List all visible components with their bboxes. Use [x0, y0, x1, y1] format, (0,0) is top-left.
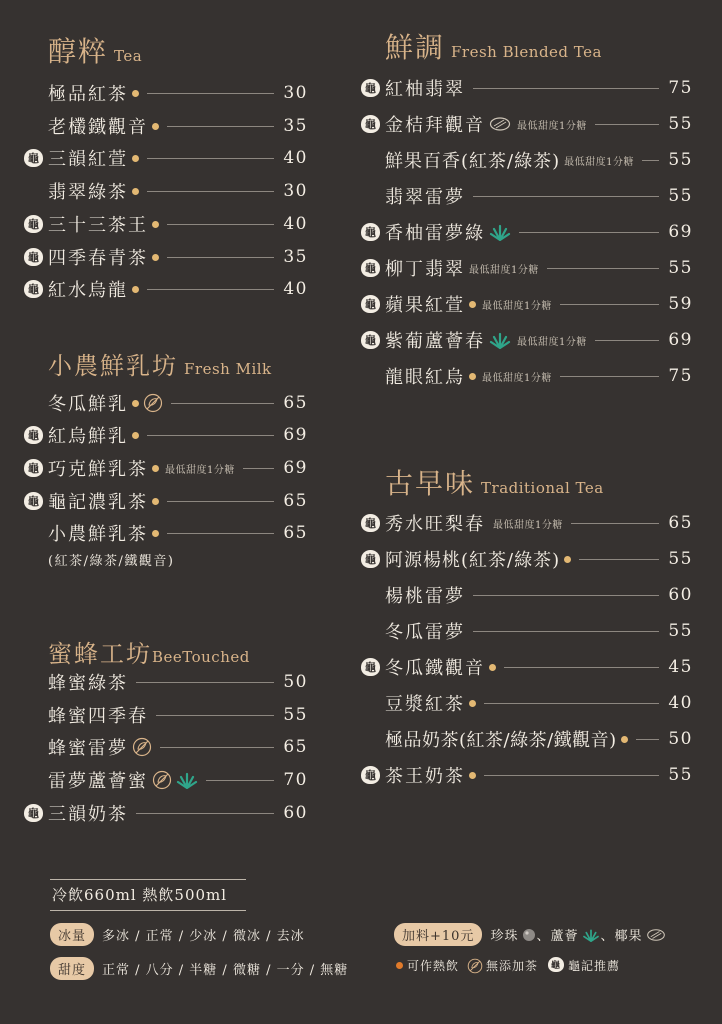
leader-line [473, 631, 659, 632]
item-name: 翡翠綠茶 [48, 182, 128, 203]
item-price: 75 [668, 78, 693, 98]
leader-line [147, 158, 274, 159]
leader-line [560, 376, 659, 377]
no-tea-added-icon [152, 770, 172, 790]
leader-line [167, 224, 274, 225]
section-title-en: Traditional Tea [481, 479, 604, 497]
item-name: 三韻奶茶 [48, 804, 128, 825]
turtle-recommend-icon: 龜 [24, 280, 43, 298]
hot-available-dot-icon [132, 286, 139, 293]
sugar-options: 正常 / 八分 / 半糖 / 微糖 / 一分 / 無糖 [102, 963, 349, 978]
item-name: 紅柚翡翠 [385, 79, 465, 100]
item-price: 30 [283, 83, 308, 103]
ice-options-row [50, 923, 305, 946]
item-price: 55 [668, 114, 693, 134]
menu-item[interactable] [48, 704, 308, 726]
item-price: 55 [668, 549, 693, 569]
item-note: 最低甜度1分糖 [482, 300, 552, 312]
turtle-recommend-icon: 龜 [361, 259, 380, 277]
menu-item[interactable] [48, 82, 308, 104]
leader-line [636, 739, 659, 740]
turtle-recommend-icon: 龜 [24, 149, 43, 167]
item-price: 69 [283, 458, 308, 478]
sugar-options-row [50, 957, 348, 980]
item-price: 50 [283, 672, 308, 692]
item-name: 龍眼紅烏 [385, 367, 465, 388]
turtle-recommend-icon [548, 958, 566, 974]
hot-available-dot-icon [396, 962, 403, 969]
item-name: 冬瓜鐵觀音 [385, 658, 485, 679]
turtle-recommend-icon: 龜 [24, 248, 43, 266]
item-price: 40 [283, 148, 308, 168]
item-name: 紅水烏龍 [48, 280, 128, 301]
item-subnote: (紅茶/綠茶/鐵觀音) [48, 554, 175, 569]
item-note: 最低甜度1分糖 [517, 120, 587, 132]
menu-item[interactable] [48, 671, 308, 693]
menu-item[interactable] [28, 147, 308, 170]
item-name: 四季春青茶 [48, 248, 148, 269]
item-price: 69 [668, 222, 693, 242]
item-name: 冬瓜雷夢 [385, 622, 465, 643]
item-price: 69 [668, 330, 693, 350]
coconut-jelly-icon [646, 928, 666, 942]
item-name: 蘋果紅萱 [385, 295, 465, 316]
item-name: 楊桃雷夢 [385, 586, 465, 607]
turtle-recommend-icon: 龜 [361, 295, 380, 313]
item-name: 小農鮮乳茶 [48, 524, 148, 545]
turtle-recommend-icon: 龜 [24, 804, 43, 822]
hot-available-dot-icon [621, 736, 628, 743]
leader-line [147, 289, 274, 290]
item-price: 75 [668, 366, 693, 386]
hot-available-dot-icon [469, 373, 476, 380]
item-price: 70 [283, 770, 308, 790]
menu-item[interactable] [365, 77, 693, 100]
item-name: 三韻紅萱 [48, 149, 128, 170]
item-price: 65 [283, 393, 308, 413]
legend-no-tea: 無添加茶 [486, 959, 539, 973]
item-note: 最低甜度1分糖 [564, 156, 634, 168]
section-title-zh: 蜜蜂工坊 [48, 640, 152, 668]
item-price: 55 [668, 765, 693, 785]
item-name: 阿源楊桃(紅茶/綠茶) [385, 550, 561, 571]
menu-item[interactable] [385, 692, 693, 714]
item-price: 55 [283, 705, 308, 725]
hot-available-dot-icon [564, 556, 571, 563]
aloe-icon [489, 331, 511, 349]
item-price: 65 [283, 491, 308, 511]
item-name: 金桔拜觀音 [385, 115, 485, 136]
leader-line [243, 468, 274, 469]
section-title-tea [48, 30, 142, 70]
menu-item[interactable] [48, 769, 308, 791]
item-name: 雷夢蘆薈蜜 [48, 771, 148, 792]
divider [50, 879, 246, 880]
menu-item[interactable] [48, 180, 308, 202]
item-price: 55 [668, 150, 693, 170]
leader-line [547, 268, 659, 269]
turtle-recommend-icon: 龜 [361, 79, 380, 97]
ice-label: 冰量 [50, 923, 94, 946]
section-title-en: BeeTouched [152, 648, 250, 666]
item-price: 60 [668, 585, 693, 605]
leader-line [560, 304, 659, 305]
topping-pearl: 珍珠 [490, 929, 519, 944]
item-name: 冬瓜鮮乳 [48, 394, 128, 415]
no-tea-added-icon [143, 393, 163, 413]
section-title-zh: 小農鮮乳坊 [48, 352, 178, 380]
menu-item[interactable] [385, 584, 693, 606]
item-price: 50 [668, 729, 693, 749]
item-name: 茶王奶茶 [385, 766, 465, 787]
topping-row [394, 923, 666, 946]
item-name: 紅烏鮮乳 [48, 426, 128, 447]
item-name: 龜記濃乳茶 [48, 492, 148, 513]
turtle-recommend-icon: 龜 [24, 459, 43, 477]
legend-recommend: 龜記推薦 [568, 959, 621, 973]
turtle-recommend-icon: 龜 [361, 514, 380, 532]
leader-line [571, 523, 659, 524]
topping-coconut: 、椰果 [600, 929, 643, 944]
leader-line [595, 340, 659, 341]
no-tea-added-icon [467, 958, 483, 974]
leader-line [473, 196, 659, 197]
turtle-recommend-icon: 龜 [361, 766, 380, 784]
item-name: 紫葡蘆薈春 [385, 331, 485, 352]
leader-line [519, 232, 659, 233]
section-title-fresh-milk [48, 346, 272, 381]
hot-available-dot-icon [132, 432, 139, 439]
leader-line [167, 533, 274, 534]
item-name: 香柚雷夢綠 [385, 223, 485, 244]
turtle-recommend-icon: 龜 [361, 550, 380, 568]
menu-item[interactable] [28, 424, 308, 447]
item-price: 65 [668, 513, 693, 533]
item-name: 柳丁翡翠 [385, 259, 465, 280]
item-note: 最低甜度1分糖 [493, 519, 563, 531]
section-title-traditional [385, 462, 604, 502]
item-price: 59 [668, 294, 693, 314]
menu-item[interactable] [365, 257, 693, 280]
hot-available-dot-icon [152, 465, 159, 472]
item-note: 最低甜度1分糖 [482, 372, 552, 384]
menu-item[interactable] [365, 548, 693, 571]
turtle-recommend-icon: 龜 [24, 492, 43, 510]
hot-available-dot-icon [152, 498, 159, 505]
legend-hot: 可作熱飲 [407, 959, 460, 973]
ice-options: 多冰 / 正常 / 少冰 / 微冰 / 去冰 [102, 929, 305, 944]
menu-item[interactable] [385, 185, 693, 207]
menu-item[interactable] [28, 213, 308, 236]
item-note: 最低甜度1分糖 [517, 336, 587, 348]
hot-available-dot-icon [469, 700, 476, 707]
item-price: 60 [283, 803, 308, 823]
item-name: 蜂蜜四季春 [48, 706, 148, 727]
legend-row [396, 957, 620, 974]
menu-item[interactable] [385, 620, 693, 642]
hot-available-dot-icon [489, 664, 496, 671]
menu-item[interactable] [365, 113, 693, 136]
item-note: 最低甜度1分糖 [165, 464, 235, 476]
item-price: 35 [283, 116, 308, 136]
item-price: 55 [668, 186, 693, 206]
section-title-zh: 古早味 [385, 467, 476, 500]
section-title-fresh-blended [385, 26, 602, 66]
leader-line [147, 191, 274, 192]
item-price: 30 [283, 181, 308, 201]
menu-item[interactable] [48, 736, 308, 758]
aloe-icon [489, 223, 511, 241]
pearl-icon [522, 928, 536, 942]
menu-item[interactable] [385, 728, 693, 750]
item-name: 蜂蜜雷夢 [48, 738, 128, 759]
coconut-jelly-icon [489, 116, 511, 132]
menu-item[interactable] [365, 656, 693, 679]
item-name: 秀水旺梨春 [385, 514, 485, 535]
leader-line [160, 747, 274, 748]
menu-item[interactable] [48, 392, 308, 414]
hot-available-dot-icon [132, 188, 139, 195]
divider [50, 910, 246, 911]
menu-item[interactable] [28, 278, 308, 301]
hot-available-dot-icon [152, 123, 159, 130]
turtle-recommend-icon: 龜 [24, 426, 43, 444]
no-tea-added-icon [132, 737, 152, 757]
section-title-en: Fresh Milk [184, 360, 272, 378]
item-note: 最低甜度1分糖 [469, 264, 539, 276]
item-name: 鮮果百香(紅茶/綠茶) [385, 151, 561, 172]
item-price: 69 [283, 425, 308, 445]
menu-item[interactable] [385, 365, 693, 387]
menu-item[interactable] [28, 490, 308, 513]
sugar-label: 甜度 [50, 957, 94, 980]
item-price: 65 [283, 523, 308, 543]
item-price: 65 [283, 737, 308, 757]
item-name: 蜂蜜綠茶 [48, 673, 128, 694]
aloe-icon [176, 771, 198, 789]
section-title-en: Tea [114, 47, 143, 65]
turtle-recommend-icon: 龜 [361, 223, 380, 241]
menu-item[interactable] [48, 115, 308, 137]
leader-line [504, 667, 659, 668]
turtle-recommend-glyph: 龜 [548, 957, 564, 972]
item-price: 35 [283, 247, 308, 267]
leader-line [147, 435, 274, 436]
leader-line [147, 93, 274, 94]
turtle-recommend-icon: 龜 [24, 215, 43, 233]
turtle-recommend-icon: 龜 [361, 331, 380, 349]
leader-line [595, 124, 659, 125]
item-name: 極品紅茶 [48, 84, 128, 105]
leader-line [156, 715, 274, 716]
leader-line [642, 160, 659, 161]
item-name: 巧克鮮乳茶 [48, 459, 148, 480]
leader-line [206, 780, 274, 781]
hot-available-dot-icon [152, 254, 159, 261]
leader-line [473, 595, 659, 596]
item-price: 40 [668, 693, 693, 713]
item-name: 翡翠雷夢 [385, 187, 465, 208]
menu-item[interactable] [385, 149, 693, 171]
menu-item[interactable] [48, 522, 308, 544]
item-price: 55 [668, 258, 693, 278]
leader-line [171, 403, 274, 404]
leader-line [473, 88, 659, 89]
hot-available-dot-icon [132, 90, 139, 97]
leader-line [484, 703, 659, 704]
turtle-recommend-icon: 龜 [361, 658, 380, 676]
menu-item[interactable] [28, 802, 308, 825]
hot-available-dot-icon [132, 400, 139, 407]
hot-available-dot-icon [469, 301, 476, 308]
leader-line [167, 126, 274, 127]
item-name: 豆漿紅茶 [385, 694, 465, 715]
menu-item[interactable] [365, 329, 693, 352]
menu-item[interactable] [365, 221, 693, 244]
section-title-zh: 鮮調 [385, 31, 446, 64]
menu-item[interactable] [28, 246, 308, 269]
leader-line [167, 501, 274, 502]
hot-available-dot-icon [152, 221, 159, 228]
item-price: 40 [283, 279, 308, 299]
aloe-icon [582, 928, 600, 942]
leader-line [579, 559, 659, 560]
leader-line [136, 813, 274, 814]
turtle-recommend-icon: 龜 [361, 115, 380, 133]
cup-sizes: 冷飲660ml 熱飲500ml [52, 886, 228, 904]
leader-line [167, 257, 274, 258]
hot-available-dot-icon [152, 530, 159, 537]
topping-aloe: 、蘆薈 [536, 929, 579, 944]
item-name: 三十三茶王 [48, 215, 148, 236]
section-title-zh: 醇粹 [48, 35, 109, 68]
menu-item[interactable] [365, 512, 693, 535]
section-title-en: Fresh Blended Tea [451, 43, 602, 61]
leader-line [136, 682, 274, 683]
item-price: 55 [668, 621, 693, 641]
section-title-bee [48, 634, 250, 669]
leader-line [484, 775, 659, 776]
item-price: 45 [668, 657, 693, 677]
item-price: 40 [283, 214, 308, 234]
hot-available-dot-icon [469, 772, 476, 779]
menu-item[interactable] [365, 293, 693, 316]
topping-label: 加料+10元 [394, 923, 482, 946]
item-name: 老欉鐵觀音 [48, 117, 148, 138]
hot-available-dot-icon [132, 155, 139, 162]
item-name: 極品奶茶(紅茶/綠茶/鐵觀音) [385, 730, 617, 751]
menu-item[interactable] [28, 457, 308, 480]
menu-item[interactable] [365, 764, 693, 787]
